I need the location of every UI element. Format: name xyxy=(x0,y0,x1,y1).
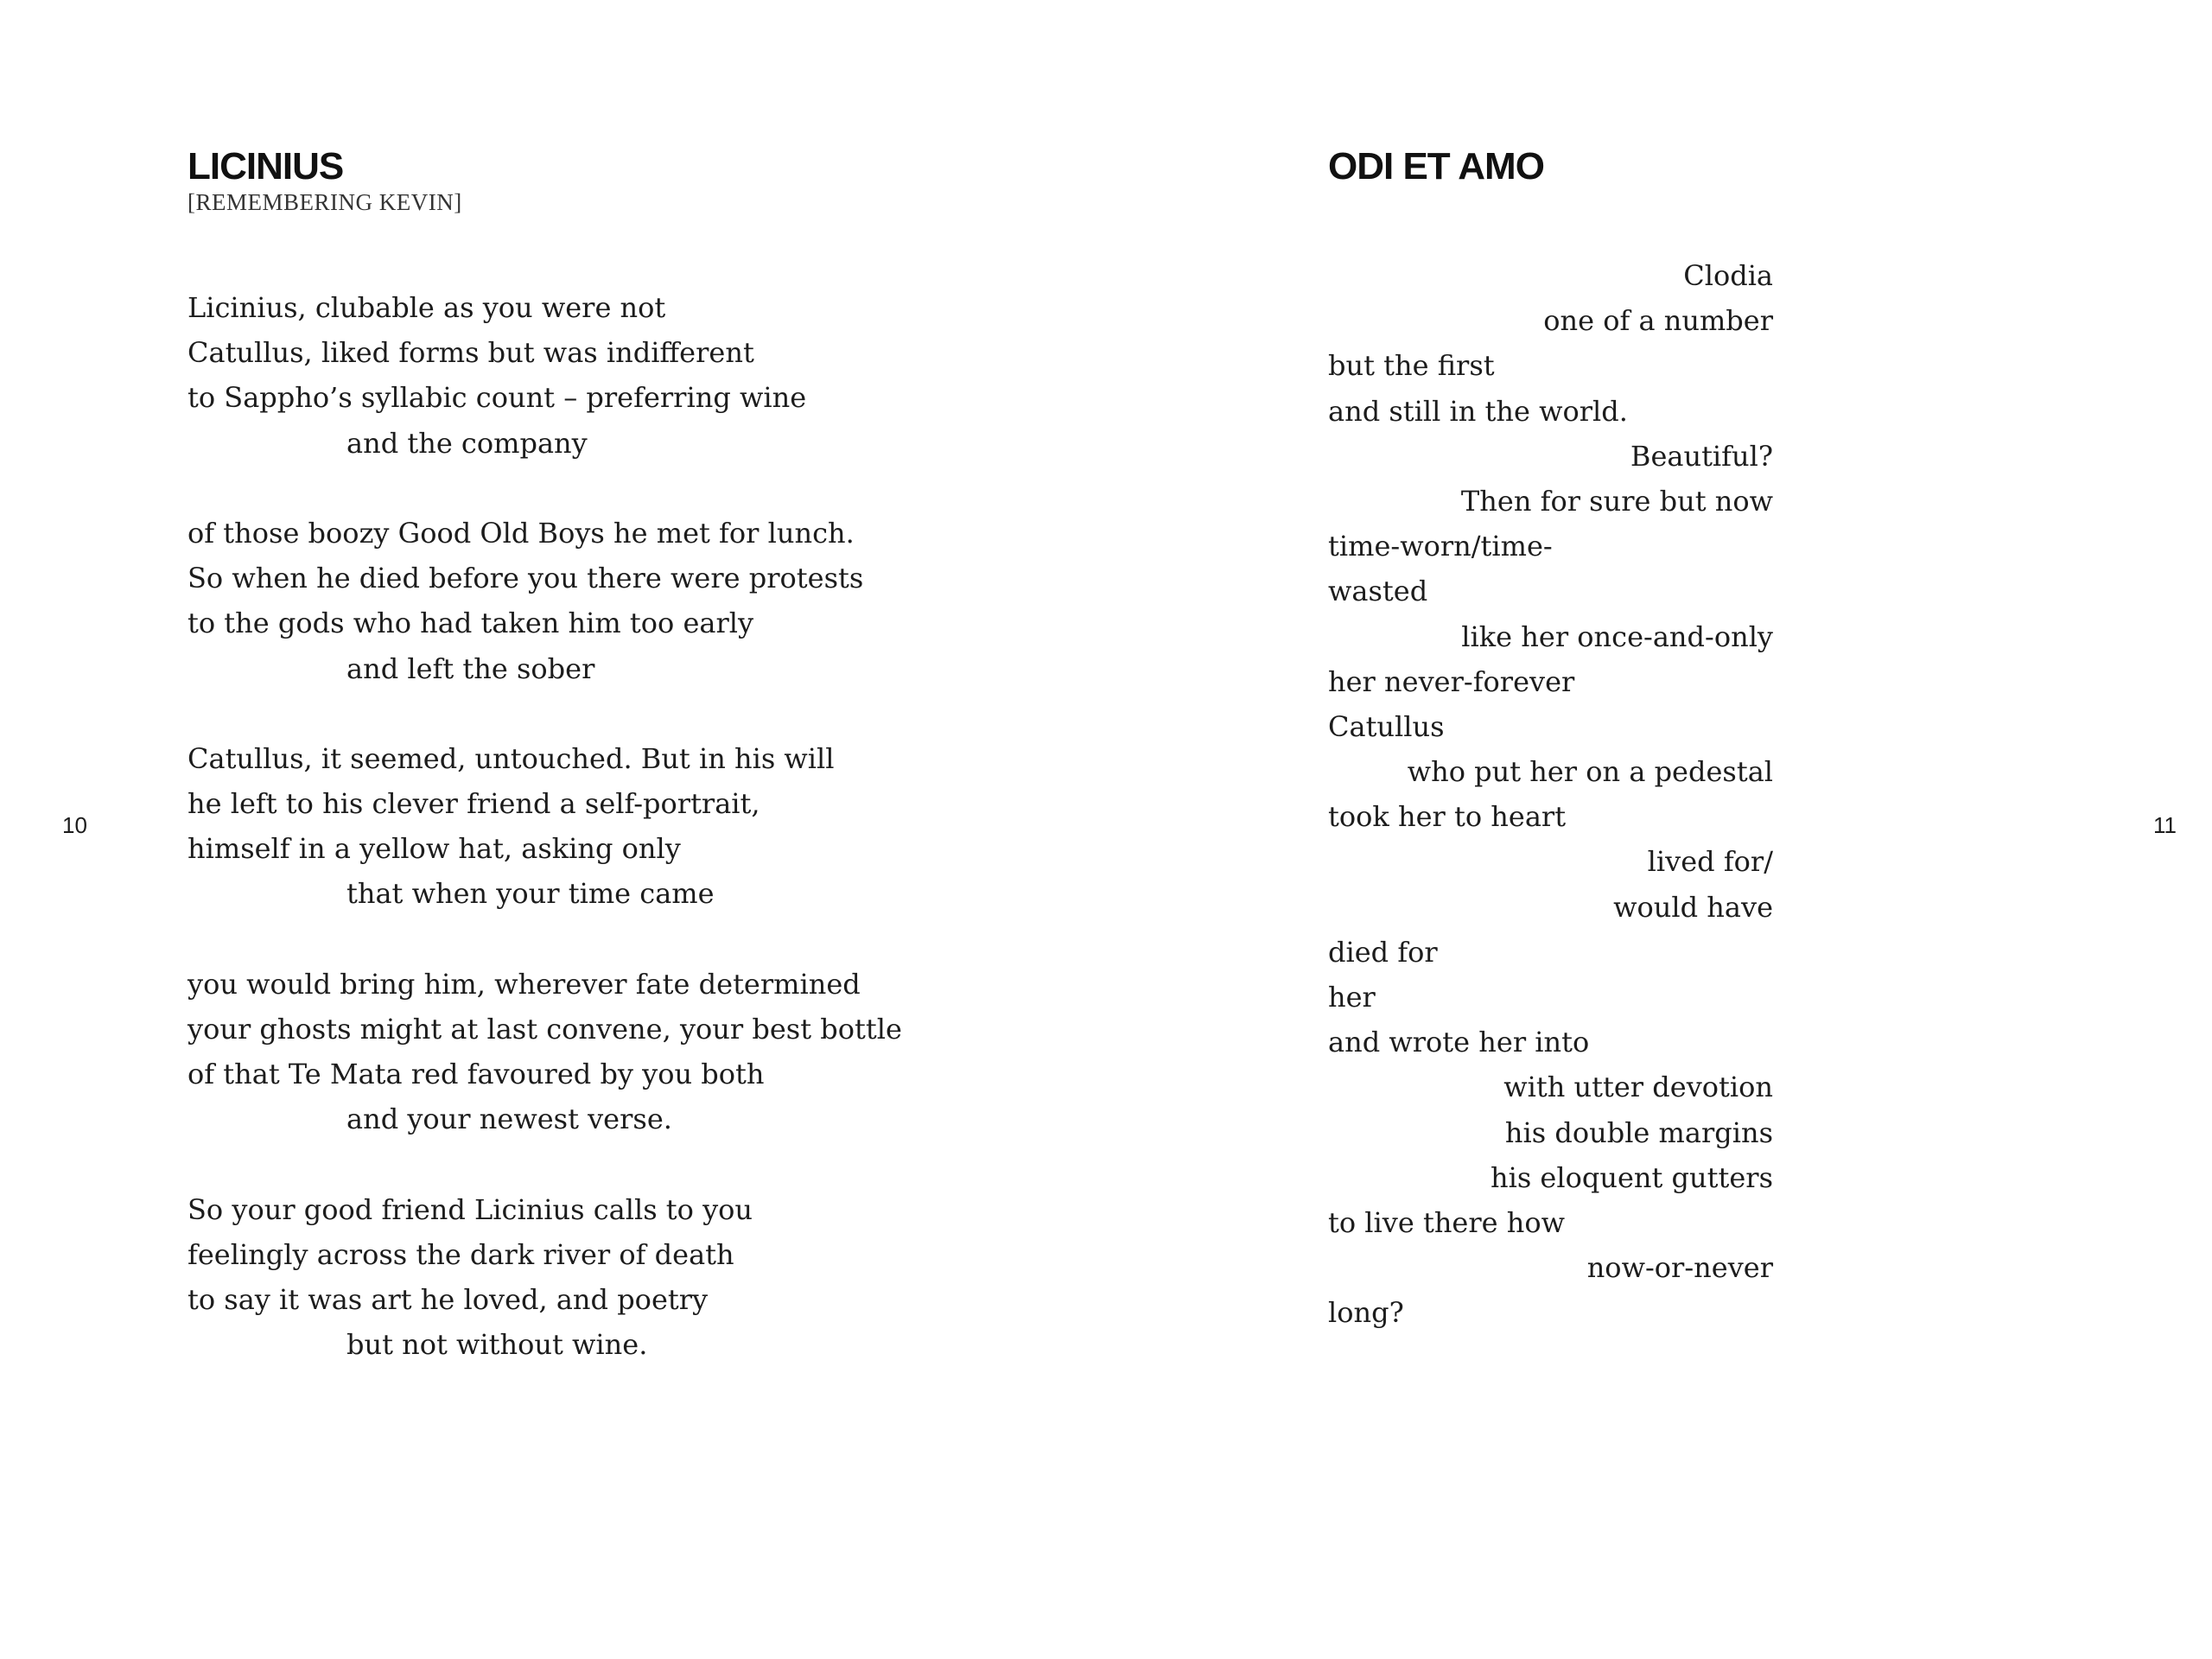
poem-line: you would bring him, wherever fate determined xyxy=(188,967,861,1001)
poem-line: to say it was art he loved, and poetry xyxy=(188,1283,709,1317)
poem-line: Catullus xyxy=(1328,709,1445,743)
poem-line: died for xyxy=(1328,935,1438,969)
poem-line: but the first xyxy=(1328,349,1495,383)
stanza-break xyxy=(188,691,948,736)
poem-line: and the company xyxy=(346,426,588,460)
poem-line: his double margins xyxy=(1504,1116,1773,1149)
page-number-left: 10 xyxy=(62,812,87,838)
poem-licinius-body xyxy=(188,285,948,1368)
poem-line: wasted xyxy=(1328,575,1428,608)
poem-line: would have xyxy=(1613,890,1773,924)
poem-line: to live there how xyxy=(1328,1205,1566,1239)
poem-line: with utter devotion xyxy=(1503,1071,1773,1104)
poem-line: but not without wine. xyxy=(346,1328,648,1362)
page-number-right: 11 xyxy=(2153,812,2177,838)
poem-title-licinius: LICINIUS xyxy=(188,145,344,188)
stanza-break xyxy=(188,917,948,962)
poem-line: of those boozy Good Old Boys he met for lunch. xyxy=(188,516,855,550)
poem-line: feelingly across the dark river of death xyxy=(188,1237,734,1271)
poem-line: of that Te Mata red favoured by you both xyxy=(188,1058,765,1091)
poem-line: and still in the world. xyxy=(1328,394,1628,428)
poem-line: her xyxy=(1328,981,1376,1014)
poem-line: Then for sure but now xyxy=(1460,484,1773,518)
poem-line: So your good friend Licinius calls to you xyxy=(188,1192,753,1226)
poem-line: himself in a yellow hat, asking only xyxy=(188,832,681,866)
poem-line: his eloquent gutters xyxy=(1490,1160,1773,1194)
poem-line: who put her on a pedestal xyxy=(1407,755,1773,789)
poem-line: your ghosts might at last convene, your best bottle xyxy=(188,1013,902,1046)
poem-line: Clodia xyxy=(1683,259,1773,292)
stanza-break xyxy=(188,1142,948,1187)
poem-line: to the gods who had taken him too early xyxy=(188,607,754,640)
poem-line: Catullus, liked forms but was indifferent xyxy=(188,336,754,370)
poem-subtitle: [REMEMBERING KEVIN] xyxy=(188,189,462,215)
poem-odi-et-amo-body xyxy=(1328,253,1773,1336)
poem-line: lived for/ xyxy=(1647,845,1773,879)
poem-line: one of a number xyxy=(1543,304,1773,338)
poem-title-odi-et-amo: ODI ET AMO xyxy=(1328,145,1544,188)
poem-line: So when he died before you there were protests xyxy=(188,562,864,595)
poem-line: and wrote her into xyxy=(1328,1026,1590,1059)
poem-line: Licinius, clubable as you were not xyxy=(188,291,666,324)
poem-line: he left to his clever friend a self-portrait, xyxy=(188,787,760,821)
poem-line: took her to heart xyxy=(1328,800,1567,834)
poem-line: now-or-never xyxy=(1586,1251,1773,1285)
poem-line: Catullus, it seemed, untouched. But in his will xyxy=(188,741,835,775)
poem-line: that when your time came xyxy=(346,877,715,911)
poem-line: and your newest verse. xyxy=(346,1103,672,1136)
poem-line: like her once-and-only xyxy=(1461,620,1773,653)
poem-line: Beautiful? xyxy=(1630,439,1773,473)
poem-line: long? xyxy=(1328,1296,1404,1330)
poem-line: and left the sober xyxy=(346,652,595,685)
poem-line: to Sappho’s syllabic count – preferring wine xyxy=(188,381,807,415)
poem-line: her never-forever xyxy=(1328,664,1575,698)
poem-line: time-worn/time- xyxy=(1328,530,1553,563)
stanza-break xyxy=(188,466,948,511)
